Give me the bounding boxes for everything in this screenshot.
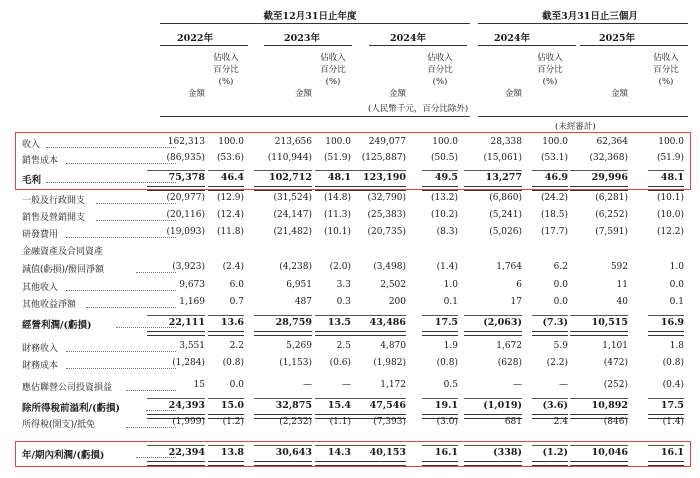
percent-cell: (10.0) <box>656 210 684 220</box>
amount-cell: — <box>303 380 312 390</box>
percent-cell: 1.9 <box>443 341 458 351</box>
year-header: 2023年 <box>284 33 320 44</box>
row-label: 經營利潤/(虧損) <box>22 320 92 331</box>
percent-cell: 1.0 <box>443 280 458 290</box>
subtotal-rule <box>254 398 312 399</box>
percent-cell: (0.8) <box>222 358 244 368</box>
percent-cell: (13.2) <box>430 193 458 203</box>
percent-cell: 15.0 <box>220 400 244 411</box>
percent-cell: (0.6) <box>329 358 351 368</box>
amount-cell: 29,996 <box>591 172 628 183</box>
amount-cell: (1,153) <box>279 358 312 368</box>
amount-cell: 28,338 <box>490 137 522 147</box>
percent-cell: (51.9) <box>323 153 351 163</box>
amount-cell: 15 <box>193 380 205 390</box>
percent-cell: 13.8 <box>220 447 244 458</box>
percent-cell: 100.0 <box>218 137 244 147</box>
percent-cell: (51.9) <box>656 153 684 163</box>
year-header: 2024年 <box>494 33 530 44</box>
percent-cell: 48.1 <box>327 172 351 183</box>
amount-cell: (846) <box>603 417 628 427</box>
percent-cell: (1.2) <box>542 447 568 458</box>
percent-header-line: (%) <box>432 77 448 87</box>
percent-header-line: 佔收入 <box>320 53 346 63</box>
subtotal-rule <box>532 398 568 399</box>
percent-header-line: 佔收入 <box>213 53 239 63</box>
subtotal-rule <box>348 398 406 399</box>
amount-cell: (628) <box>497 358 522 368</box>
percent-cell: (2.2) <box>546 358 568 368</box>
leader-dots <box>96 220 176 221</box>
percent-column-header <box>528 52 572 88</box>
percent-column-header <box>418 52 462 88</box>
percent-cell: 14.3 <box>327 447 351 458</box>
subtotal-rule <box>147 315 205 316</box>
amount-cell: 11 <box>616 280 628 290</box>
percent-cell: 49.5 <box>434 172 458 183</box>
percent-cell: 0.5 <box>443 380 458 390</box>
percent-header-line: (%) <box>658 77 674 87</box>
amount-cell: 9,673 <box>179 280 205 290</box>
subtotal-rule <box>208 398 244 399</box>
year-rule <box>369 45 467 46</box>
year-rule <box>478 45 576 46</box>
percent-cell: (7.3) <box>542 317 568 328</box>
percent-cell: (0.8) <box>662 358 684 368</box>
subtotal-rule <box>422 398 458 399</box>
amount-cell: (338) <box>493 447 522 458</box>
subtotal-rule <box>464 398 522 399</box>
year-header: 2024年 <box>390 33 426 44</box>
row-label: 銷售及營銷開支 <box>22 213 86 223</box>
amount-cell: (110,944) <box>267 153 312 163</box>
row-label: 毛利 <box>22 175 42 186</box>
amount-cell: 10,892 <box>591 400 628 411</box>
percent-cell: (0.4) <box>662 380 684 390</box>
amount-cell: (6,281) <box>595 193 628 203</box>
group-rule-quarter <box>478 23 688 24</box>
amount-cell: 43,486 <box>369 317 406 328</box>
subtotal-rule <box>648 315 684 316</box>
amount-cell: (6,860) <box>489 193 522 203</box>
amount-cell: 30,643 <box>275 447 312 458</box>
percent-header-line: 百分比 <box>320 65 346 75</box>
amount-column-header: 金額 <box>504 89 522 99</box>
subtotal-rule <box>648 398 684 399</box>
group-rule-year <box>160 23 470 24</box>
amount-cell: (21,482) <box>273 227 312 237</box>
percent-cell: (14.8) <box>323 193 351 203</box>
percent-cell: 13.6 <box>220 317 244 328</box>
row-label: 所得稅(開支)/抵免 <box>22 420 96 430</box>
percent-cell: 1.8 <box>669 341 684 351</box>
percent-cell: (12.4) <box>216 210 244 220</box>
leader-dots <box>136 272 176 273</box>
percent-cell: 1.0 <box>669 262 684 272</box>
leader-dots <box>66 351 176 352</box>
amount-cell: 5,269 <box>286 341 312 351</box>
percent-cell: (12.2) <box>656 227 684 237</box>
percent-cell: 16.1 <box>434 447 458 458</box>
unaudited-note: (未經審計) <box>555 122 596 132</box>
row-label: 金融資產及合同資產 <box>22 247 104 257</box>
total-double-rule <box>315 331 351 336</box>
row-label: 一般及行政開支 <box>22 196 86 206</box>
percent-cell: 6.0 <box>229 280 244 290</box>
percent-cell: 100.0 <box>432 137 458 147</box>
percent-cell: (2.0) <box>329 262 351 272</box>
group-header-year: 截至12月31日止年度 <box>263 11 357 22</box>
percent-cell: (11.8) <box>216 227 244 237</box>
amount-cell: 102,712 <box>269 172 312 183</box>
amount-cell: 1,764 <box>496 262 522 272</box>
percent-cell: 0.0 <box>553 297 568 307</box>
percent-cell: 3.3 <box>336 280 351 290</box>
percent-cell: (3.0) <box>436 417 458 427</box>
amount-column-header: 金額 <box>610 89 628 99</box>
amount-cell: 22,111 <box>168 317 205 328</box>
percent-cell: (18.5) <box>540 210 568 220</box>
amount-cell: (32,790) <box>367 193 406 203</box>
amount-cell: 10,515 <box>591 317 628 328</box>
amount-cell: 47,546 <box>369 400 406 411</box>
year-rule <box>160 45 248 46</box>
percent-cell: (50.5) <box>430 153 458 163</box>
amount-cell: (25,383) <box>367 210 406 220</box>
amount-cell: (1,019) <box>483 400 522 411</box>
amount-cell: (20,977) <box>166 193 205 203</box>
amount-cell: 28,759 <box>275 317 312 328</box>
percent-cell: (24.2) <box>540 193 568 203</box>
subtotal-rule <box>208 315 244 316</box>
percent-header-line: 百分比 <box>427 65 453 75</box>
amount-cell: 40,153 <box>369 447 406 458</box>
row-label: 銷售成本 <box>22 156 59 166</box>
highlight-box-revenue <box>15 132 691 190</box>
subtotal-rule <box>254 315 312 316</box>
percent-cell: 16.1 <box>660 447 684 458</box>
percent-column-header <box>204 52 248 88</box>
amount-cell: 75,378 <box>168 172 205 183</box>
percent-cell: 0.7 <box>229 297 244 307</box>
percent-cell: (3.6) <box>542 400 568 411</box>
percent-cell: (11.3) <box>323 210 351 220</box>
percent-cell: 46.9 <box>544 172 568 183</box>
leader-dots <box>86 307 176 308</box>
row-label: 減值(虧損)/撥回淨額 <box>22 265 105 275</box>
amount-column-header: 金額 <box>294 89 312 99</box>
amount-cell: 6,951 <box>286 280 312 290</box>
row-label: 除所得稅前溢利/(虧損) <box>22 403 120 414</box>
total-double-rule <box>254 331 312 336</box>
percent-cell: (0.8) <box>436 358 458 368</box>
subtotal-rule <box>570 315 628 316</box>
amount-cell: (125,887) <box>361 153 406 163</box>
amount-cell: (2,063) <box>483 317 522 328</box>
percent-cell: 0.1 <box>669 297 684 307</box>
amount-cell: 2,502 <box>380 280 406 290</box>
percent-cell: (1.2) <box>222 417 244 427</box>
percent-cell: 0.0 <box>669 280 684 290</box>
amount-cell: 200 <box>388 297 406 307</box>
leader-dots <box>66 237 176 238</box>
year-rule <box>264 45 352 46</box>
percent-cell: 15.4 <box>327 400 351 411</box>
amount-cell: (7,591) <box>595 227 628 237</box>
subtotal-rule <box>315 398 351 399</box>
amount-cell: 6 <box>516 280 522 290</box>
percent-header-line: (%) <box>325 77 341 87</box>
total-double-rule <box>147 331 205 336</box>
year-rule <box>580 45 688 46</box>
percent-cell: (10.2) <box>430 210 458 220</box>
percent-cell: 6.2 <box>553 262 568 272</box>
percent-cell: (53.6) <box>216 153 244 163</box>
percent-header-line: (%) <box>218 77 234 87</box>
percent-header-line: (%) <box>542 77 558 87</box>
amount-cell: 1,172 <box>380 380 406 390</box>
amount-cell: (6,252) <box>595 210 628 220</box>
amount-cell: 3,551 <box>179 341 205 351</box>
percent-cell: 2.5 <box>336 341 351 351</box>
percent-cell: — <box>559 380 568 390</box>
leader-dots <box>66 290 176 291</box>
total-double-rule <box>208 331 244 336</box>
year-header: 2022年 <box>177 33 213 44</box>
amount-cell: (4,238) <box>279 262 312 272</box>
percent-cell: 100.0 <box>658 137 684 147</box>
leader-dots <box>96 203 176 204</box>
percent-cell: 17.5 <box>660 400 684 411</box>
amount-cell: 10,046 <box>591 447 628 458</box>
percent-cell: 2.4 <box>553 417 568 427</box>
percent-cell: (12.9) <box>216 193 244 203</box>
percent-cell: 48.1 <box>660 172 684 183</box>
amount-cell: 62,364 <box>596 137 628 147</box>
amount-column-header: 金額 <box>388 89 406 99</box>
amount-cell: (1,999) <box>172 417 205 427</box>
amount-cell: 40 <box>616 297 628 307</box>
row-label: 其他收入 <box>22 283 59 293</box>
percent-cell: — <box>342 380 351 390</box>
amount-cell: (7,393) <box>373 417 406 427</box>
subtotal-rule <box>348 315 406 316</box>
amount-cell: 592 <box>610 262 628 272</box>
amount-cell: (24,147) <box>273 210 312 220</box>
amount-cell: 123,190 <box>363 172 406 183</box>
amount-cell: (19,093) <box>166 227 205 237</box>
subtotal-rule <box>147 398 205 399</box>
percent-cell: (10.1) <box>656 193 684 203</box>
total-double-rule <box>464 331 522 336</box>
amount-cell: 24,393 <box>168 400 205 411</box>
subtotal-rule <box>464 315 522 316</box>
percent-column-header <box>644 52 688 88</box>
percent-cell: 0.0 <box>229 380 244 390</box>
percent-cell: (10.1) <box>323 227 351 237</box>
highlight-box-net-profit <box>15 441 691 467</box>
subtotal-rule <box>570 398 628 399</box>
subtotal-rule <box>315 315 351 316</box>
percent-cell: (53.1) <box>540 153 568 163</box>
amount-cell: (2,232) <box>279 417 312 427</box>
total-double-rule <box>648 331 684 336</box>
amount-cell: (1,982) <box>373 358 406 368</box>
amount-cell: (86,935) <box>166 153 205 163</box>
total-double-rule <box>348 331 406 336</box>
unit-note: (人民幣千元，百分比除外) <box>368 104 469 114</box>
total-double-rule <box>570 331 628 336</box>
amount-cell: (5,026) <box>489 227 522 237</box>
percent-cell: (1.1) <box>329 417 351 427</box>
percent-cell: 0.3 <box>336 297 351 307</box>
amount-cell: (3,498) <box>373 262 406 272</box>
row-label: 研發費用 <box>22 230 59 240</box>
amount-cell: (3,923) <box>172 262 205 272</box>
percent-cell: 2.2 <box>229 341 244 351</box>
amount-cell: (32,368) <box>589 153 628 163</box>
row-label: 收入 <box>22 140 41 150</box>
amount-cell: (1,284) <box>172 358 205 368</box>
percent-cell: (1.4) <box>436 262 458 272</box>
amount-cell: (31,524) <box>273 193 312 203</box>
amount-cell: (472) <box>603 358 628 368</box>
percent-cell: 17.5 <box>434 317 458 328</box>
row-label: 應佔聯營公司投資損益 <box>22 383 113 393</box>
percent-header-line: 佔收入 <box>653 53 679 63</box>
amount-cell: 1,672 <box>496 341 522 351</box>
percent-cell: 0.0 <box>553 280 568 290</box>
percent-cell: (2.4) <box>222 262 244 272</box>
amount-cell: 17 <box>510 297 522 307</box>
amount-cell: 13,277 <box>485 172 522 183</box>
amount-cell: 162,313 <box>167 137 205 147</box>
percent-cell: 100.0 <box>542 137 568 147</box>
leader-dots <box>126 427 176 428</box>
amount-cell: (252) <box>603 380 628 390</box>
amount-cell: 213,656 <box>274 137 312 147</box>
amount-cell: 4,870 <box>380 341 406 351</box>
amount-cell: (5,241) <box>489 210 522 220</box>
subtotal-rule <box>422 315 458 316</box>
percent-cell: 19.1 <box>434 400 458 411</box>
percent-cell: 16.9 <box>660 317 684 328</box>
percent-cell: 13.5 <box>327 317 351 328</box>
amount-cell: (20,735) <box>367 227 406 237</box>
percent-header-line: 佔收入 <box>427 53 453 63</box>
header-rule-right <box>478 116 688 117</box>
row-label: 財務成本 <box>22 361 59 371</box>
percent-cell: 5.9 <box>553 341 568 351</box>
amount-cell: — <box>513 380 522 390</box>
amount-cell: 487 <box>294 297 312 307</box>
percent-header-line: 佔收入 <box>537 53 563 63</box>
amount-cell: 249,077 <box>368 137 406 147</box>
header-rule-left <box>160 116 470 117</box>
row-label: 其他收益淨額 <box>22 300 77 310</box>
percent-cell: 0.1 <box>443 297 458 307</box>
amount-cell: 32,875 <box>275 400 312 411</box>
amount-cell: 1,101 <box>602 341 628 351</box>
total-double-rule <box>532 331 568 336</box>
leader-dots <box>66 368 176 369</box>
group-header-quarter: 截至3月31日止三個月 <box>542 11 638 22</box>
year-header: 2025年 <box>599 33 635 44</box>
percent-column-header <box>311 52 355 88</box>
percent-cell: 46.4 <box>220 172 244 183</box>
leader-dots <box>126 390 176 391</box>
percent-cell: (1.4) <box>662 417 684 427</box>
percent-cell: (8.3) <box>436 227 458 237</box>
percent-cell: (17.7) <box>540 227 568 237</box>
amount-cell: 681 <box>504 417 522 427</box>
row-label: 財務收入 <box>22 344 59 354</box>
amount-cell: 22,394 <box>168 447 205 458</box>
amount-cell: 1,169 <box>179 297 205 307</box>
amount-cell: (15,061) <box>483 153 522 163</box>
percent-header-line: 百分比 <box>653 65 679 75</box>
percent-cell: 100.0 <box>325 137 351 147</box>
percent-header-line: 百分比 <box>213 65 239 75</box>
amount-cell: (20,116) <box>166 210 205 220</box>
total-double-rule <box>422 331 458 336</box>
percent-header-line: 百分比 <box>537 65 563 75</box>
amount-column-header: 金額 <box>187 89 205 99</box>
subtotal-rule <box>532 315 568 316</box>
row-label: 年/期內利潤/(虧損) <box>22 450 105 461</box>
